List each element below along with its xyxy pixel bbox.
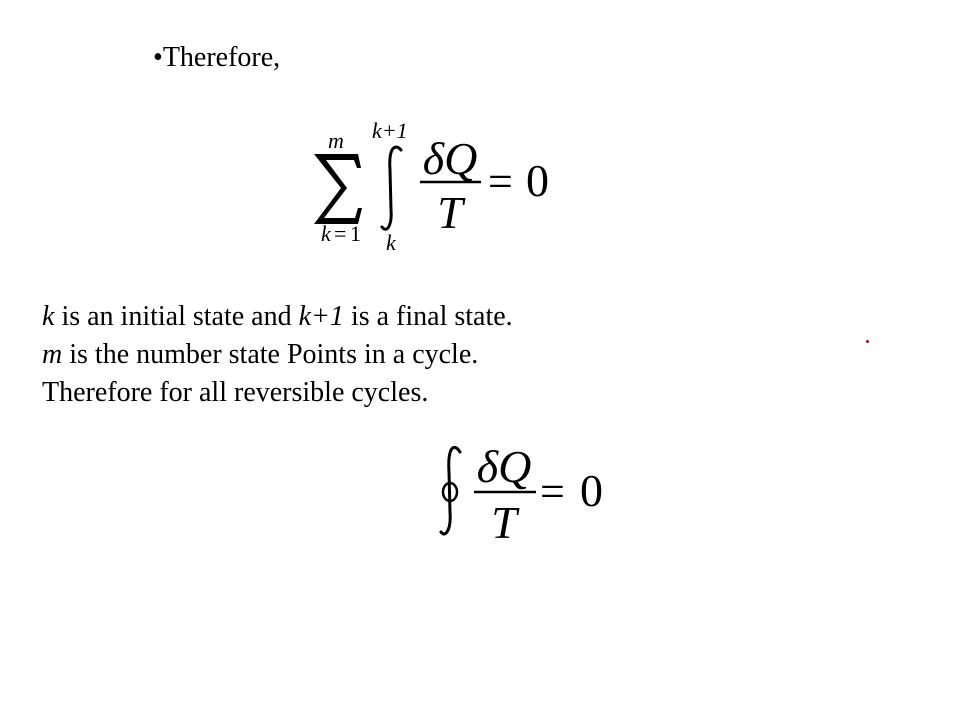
bullet-symbol: • <box>153 42 163 73</box>
rhs-value: 0 <box>526 155 549 206</box>
line1-text-b: is a final state. <box>343 301 513 332</box>
bullet-heading <box>153 40 280 76</box>
explanation-paragraph <box>42 298 513 412</box>
fraction-denominator: T <box>437 187 463 238</box>
paragraph-line-1 <box>42 298 513 336</box>
rhs2-value: 0 <box>580 465 603 516</box>
summation-integral-equation <box>300 110 570 260</box>
line2-text: is the number state Points in a cycle. <box>62 339 479 370</box>
sum-lower-val: 1 <box>350 221 361 246</box>
sum-upper-limit: m <box>328 128 344 153</box>
line1-text-a: is an initial state and <box>54 301 299 332</box>
summation-sigma-symbol <box>314 154 362 224</box>
equals2-sign: = <box>540 467 565 516</box>
fraction2-denominator: T <box>491 497 517 548</box>
paragraph-line-2 <box>42 336 513 374</box>
fraction2-numerator: δQ <box>476 441 532 492</box>
integral-symbol <box>382 147 401 229</box>
sum-lower-eq: = <box>334 221 347 246</box>
integral-upper-limit: k+1 <box>372 118 408 143</box>
red-dot-mark <box>866 340 869 343</box>
var-k: k <box>42 301 55 332</box>
equals-sign: = <box>488 157 513 206</box>
var-k-plus-1: k+1 <box>298 301 344 332</box>
sum-lower-var: k <box>321 221 331 246</box>
integral-lower-limit: k <box>386 230 396 255</box>
fraction-numerator: δQ <box>422 133 478 184</box>
bullet-text: Therefore, <box>162 42 281 73</box>
var-m: m <box>42 339 63 370</box>
cyclic-integral-equation <box>436 438 616 548</box>
paragraph-line-3: Therefore for all reversible cycles. <box>42 377 429 408</box>
